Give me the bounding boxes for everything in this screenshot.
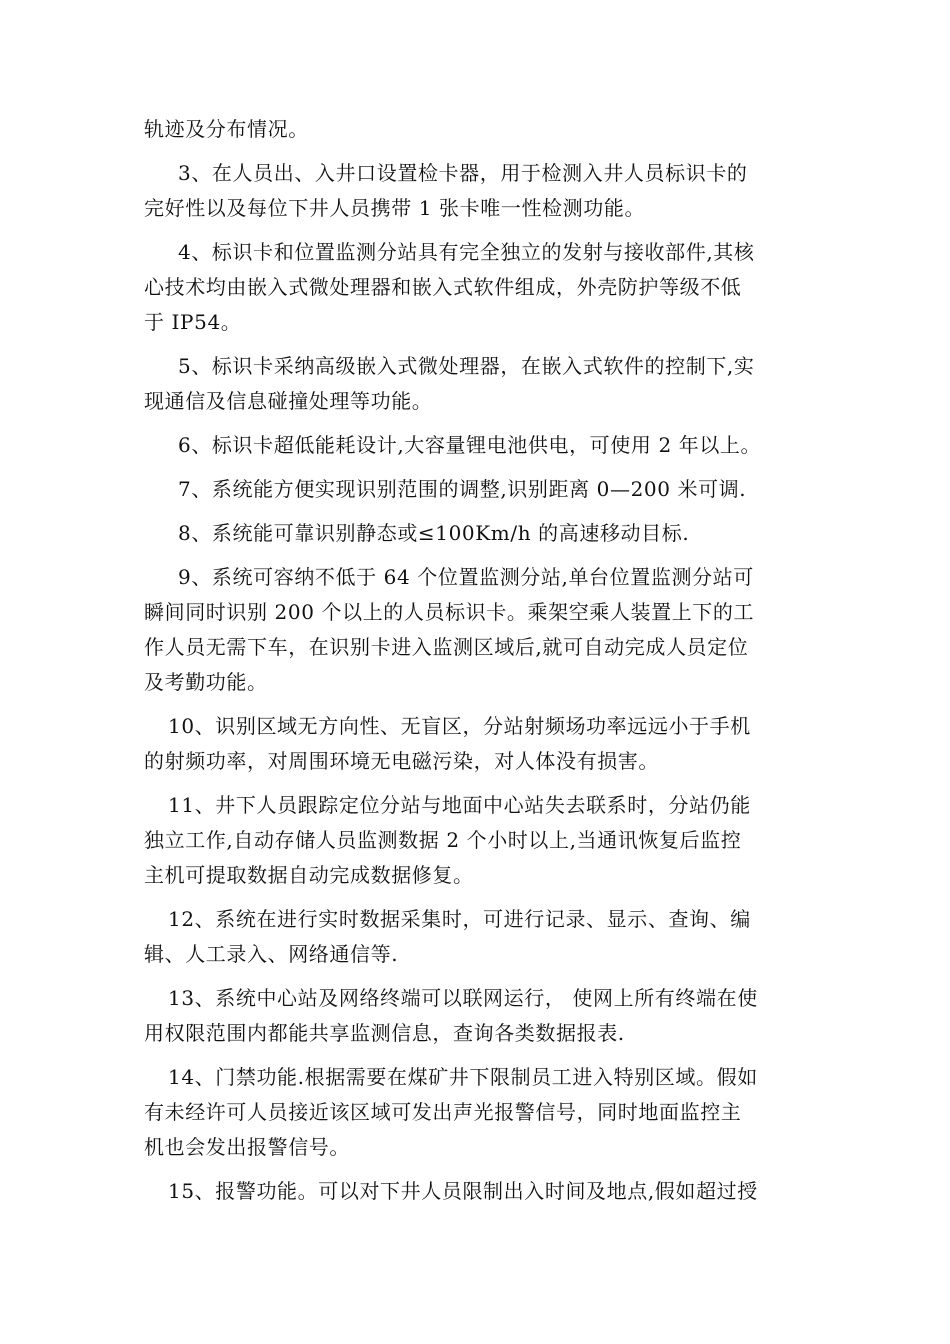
text-line: 辑、人工录入、网络通信等. <box>144 942 399 966</box>
text-line: 的射频功率，对周围环境无电磁污染，对人体没有损害。 <box>144 749 659 773</box>
paragraph-item-3 <box>144 156 806 226</box>
text-line: 5、标识卡采纳高级嵌入式微处理器，在嵌入式软件的控制下,实 <box>178 354 755 378</box>
paragraph-item-5 <box>144 349 806 419</box>
text-line: 主机可提取数据自动完成数据修复。 <box>144 863 474 887</box>
paragraph-item-15 <box>144 1174 806 1209</box>
text-line: 现通信及信息碰撞处理等功能。 <box>144 389 433 413</box>
text-line: 于 IP54。 <box>144 310 242 334</box>
text-line: 11、井下人员跟踪定位分站与地面中心站失去联系时，分站仍能 <box>168 793 751 817</box>
paragraph-continuation <box>144 112 806 147</box>
text-line: 14、门禁功能.根据需要在煤矿井下限制员工进入特别区域。假如 <box>168 1065 758 1089</box>
text-line: 6、标识卡超低能耗设计,大容量锂电池供电，可使用 2 年以上。 <box>178 433 762 457</box>
text-line: 机也会发出报警信号。 <box>144 1135 350 1159</box>
text-line: 独立工作,自动存储人员监测数据 2 个小时以上,当通讯恢复后监控 <box>144 828 742 852</box>
text-line: 及考勤功能。 <box>144 670 268 694</box>
paragraph-item-14 <box>144 1060 806 1165</box>
paragraph-item-4 <box>144 235 806 340</box>
text-line: 15、报警功能。可以对下井人员限制出入时间及地点,假如超过授 <box>168 1179 758 1203</box>
text-line: 有未经许可人员接近该区域可发出声光报警信号，同时地面监控主 <box>144 1100 742 1124</box>
text-line: 7、系统能方便实现识别范围的调整,识别距离 0—200 米可调. <box>178 477 747 501</box>
text-line: 用权限范围内都能共享监测信息，查询各类数据报表. <box>144 1021 625 1045</box>
paragraph-item-12 <box>144 902 806 972</box>
text-line: 8、系统能可靠识别静态或≤100Km/h 的高速移动目标. <box>178 521 690 545</box>
paragraph-item-7 <box>144 472 806 507</box>
text-line: 9、系统可容纳不低于 64 个位置监测分站,单台位置监测分站可 <box>178 565 754 589</box>
text-line: 4、标识卡和位置监测分站具有完全独立的发射与接收部件,其核 <box>178 240 755 264</box>
text-line: 3、在人员出、入井口设置检卡器，用于检测入井人员标识卡的 <box>178 161 748 185</box>
paragraph-item-10 <box>144 709 806 779</box>
text-line: 12、系统在进行实时数据采集时，可进行记录、显示、查询、编 <box>168 907 751 931</box>
paragraph-item-9 <box>144 560 806 700</box>
text-line: 完好性以及每位下井人员携带 1 张卡唯一性检测功能。 <box>144 196 646 220</box>
paragraph-item-8 <box>144 516 806 551</box>
text-line: 瞬间同时识别 200 个以上的人员标识卡。乘架空乘人装置上下的工 <box>144 600 755 624</box>
text-line: 13、系统中心站及网络终端可以联网运行， 使网上所有终端在使 <box>168 986 758 1010</box>
text-line: 作人员无需下车，在识别卡进入监测区域后,就可自动完成人员定位 <box>144 635 749 659</box>
paragraph-item-11 <box>144 788 806 893</box>
paragraph-item-6 <box>144 428 806 463</box>
paragraph-item-13 <box>144 981 806 1051</box>
text-line: 轨迹及分布情况。 <box>144 117 309 141</box>
text-line: 10、识别区域无方向性、无盲区，分站射频场功率远远小于手机 <box>168 714 751 738</box>
document-page <box>144 112 806 1218</box>
text-line: 心技术均由嵌入式微处理器和嵌入式软件组成，外壳防护等级不低 <box>144 275 742 299</box>
